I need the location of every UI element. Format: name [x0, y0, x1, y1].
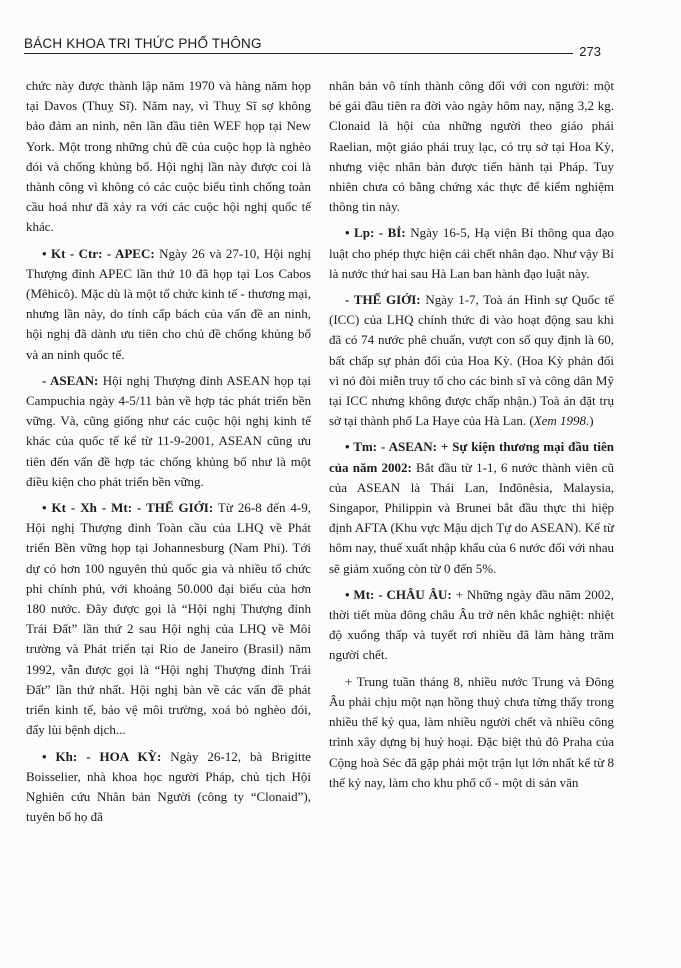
entry-text: Ngày 26 và 27-10, Hội nghị Thượng đỉnh APEC lần thứ 10 đã họp tại Los Cabos (Mêhicô). Mặc dù là một tổ chức kinh tế - thương mại, nhưng lần này, do tính cấp bách của vấn đề an ninh, hội nghị đã dành ưu tiên cho chủ đề chống khủng bố và an ninh quốc tế. [26, 245, 311, 362]
paragraph [329, 290, 614, 431]
entry-heading: • Kt - Xh - Mt: - THẾ GIỚI: [42, 500, 214, 516]
paragraph [26, 498, 311, 740]
paragraph [26, 371, 311, 492]
running-header [24, 36, 601, 59]
paragraph: + Trung tuần tháng 8, nhiều nước Trung và Đông Âu phải chịu một nạn hồng thuỷ chưa từng thấy trong nhiều thế kỷ qua, làm nhiều người chết và nhiều công trình xây dựng bị huỷ hoại. Đặc biệt thủ đô Praha của Cộng hoà Séc đã gặp phải một trận lụt lớn nhất kể từ 8 thế kỷ nay, làm cho khu phố cổ - một di sản văn [329, 673, 614, 790]
entry-heading: • Kt - Ctr: - APEC: [42, 245, 155, 261]
entry-heading: • Tm: - ASEAN: + Sự kiện thương mại đầu tiên của năm 2002: [329, 439, 614, 475]
entry-text: Bắt đầu từ 1-1, 6 nước thành viên cũ của ASEAN là Thái Lan, Inđônêsia, Malaysia, Singapor, Philippin và Brunei bắt đầu thực thi hiệp định AFTA (Khu vực Mậu dịch Tự do ASEAN). Kể từ hôm nay, thuế xuất nhập khẩu của 6 nước đối với nhau sẽ giảm xuống còn từ 0 đến 5%. [329, 459, 614, 576]
entry-text: Hội nghị Thượng đỉnh ASEAN họp tại Campuchia ngày 4-5/11 bàn về hợp tác phát triển bền vững. Và, cũng giống như các cuộc hội nghị kinh tế khác của quốc tế kể từ 11-9-2001, ASEAN cũng ưu tiên đến vấn đề hợp tác chống khủng bố như là một điều kiện cho phát triển bền vững. [26, 372, 311, 489]
entry-heading: • Mt: - CHÂU ÂU: [345, 586, 452, 602]
paragraph [329, 223, 614, 284]
entry-heading: • Kh: - HOA KỲ: [42, 748, 162, 764]
entry-text: Từ 26-8 đến 4-9, Hội nghị Thượng đỉnh Toàn cầu của LHQ về Phát triển Bền vững họp tại Johannesburg (Nam Phi). Tới dự có hơn 100 nguyên thủ quốc gia và nhiều tổ chức phi chính phủ, với khoảng 50.000 đại biểu của hơn 180 nước. Đây được gọi là “Hội nghị Thượng đỉnh Trái Đất” lần thứ 2 sau Hội nghị của LHQ về Môi trường và Phát triển tại Rio de Janeiro (Brasil) năm 1992, vẫn được gọi là “Hội nghị Thượng đỉnh Trái Đất” lần thứ nhất. Hội nghị bàn về các vấn đề phát triển kinh tế, bảo vệ môi trường, xoá bỏ nghèo đói, đẩy lùi bệnh dịch... [26, 500, 311, 738]
left-column [26, 76, 311, 833]
entry-text: Ngày 1-7, Toà án Hình sự Quốc tế (ICC) của LHQ chính thức đi vào hoạt động sau khi đã có 74 nước phê chuẩn, vượt con số quy định là 60, bất chấp sự phản đối của Hoa Kỳ. (Hoa Kỳ phản đối vì nó đòi miễn truy tố cho các binh sĩ và công dân Mỹ tại ICC nhưng không được chấp nhận.) Toà án đặt trụ sở tại thành phố La Haye của Hà Lan. ( [329, 292, 614, 429]
header-title: BÁCH KHOA TRI THỨC PHỔ THÔNG [24, 36, 262, 51]
paragraph: nhân bản vô tính thành công đối với con người: một bé gái đầu tiên ra đời vào ngày hôm nay, nặng 3,2 kg. Clonaid là hội của những người theo giáo phái Raelian, một giáo phái truỵ lạc, có trụ sở tại Hoa Kỳ, nhưng việc nhân bản được tiến hành tại Pháp. Tuy nhiên chưa có bằng chứng xác thực để kiểm nghiệm thông tin này. [329, 78, 614, 215]
entry-heading: - THẾ GIỚI: [345, 292, 421, 308]
paragraph [329, 585, 614, 666]
entry-text: Ngày 26-12, bà Brigitte Boisselier, nhà khoa học người Pháp, chủ tịch Hội Nghiên cứu Nhân bản Người (công ty “Clonaid”), tuyên bố họ đã [26, 748, 311, 825]
entry-heading: • Lp: - BỈ: [345, 225, 406, 241]
cross-reference: Xem 1998. [533, 413, 590, 429]
right-column [329, 76, 614, 799]
paragraph: chức này được thành lập năm 1970 và hàng năm họp tại Davos (Thuỵ Sĩ). Năm nay, vì Thuỵ Sĩ sợ không bảo đảm an ninh, nên lần đầu tiên WEF họp tại New York. Một trong những chủ đề của cuộc họp là nghèo đói và chống khủng bố. Hội nghị lần này được coi là thành công vì không có các cuộc biểu tình chống toàn cầu hoá như đã xảy ra với các cuộc hội nghị quốc tế khác. [26, 78, 311, 235]
page-number: 273 [573, 44, 601, 59]
paragraph [329, 437, 614, 578]
paragraph [26, 747, 311, 828]
paragraph [26, 244, 311, 365]
entry-heading: - ASEAN: [42, 372, 99, 388]
entry-text: + Những ngày đầu năm 2002, thời tiết mùa đông châu Âu trở nên khắc nghiệt: nhiệt độ xuống thấp và tuyết rơi nhiều đã làm hàng trăm người chết. [329, 586, 614, 663]
entry-text: Ngày 16-5, Hạ viện Bỉ thông qua đạo luật cho phép thực hiện cái chết nhân đạo. Như vậy Bỉ là nước thứ hai sau Hà Lan ban hành đạo luật này. [329, 225, 614, 281]
entry-text: ) [589, 413, 594, 429]
